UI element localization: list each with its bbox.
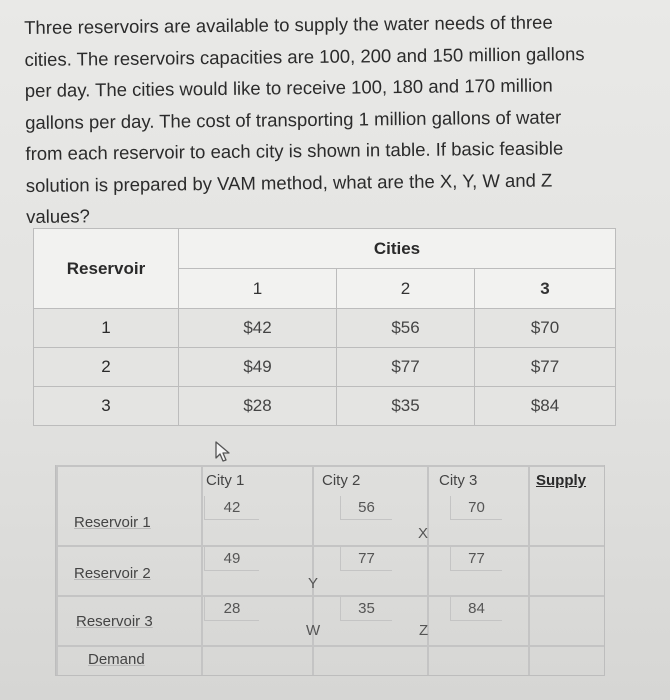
unknown-w: W: [306, 622, 321, 639]
question-line: cities. The reservoirs capacities are 100, 200 and 150 million gallons: [24, 42, 585, 70]
question-line: Three reservoirs are available to supply the water needs of three: [24, 11, 553, 38]
unknown-x: X: [418, 525, 429, 542]
row-label-demand: Demand: [88, 651, 145, 668]
vam-table: [55, 465, 605, 676]
col-header-city-2: City 2: [322, 472, 361, 489]
question-line: from each reservoir to each city is shown in table. If basic feasible: [25, 137, 564, 164]
question-line: gallons per day. The cost of transporting 1 million gallons of water: [25, 105, 562, 133]
mouse-pointer-icon: [214, 441, 232, 463]
question-line: per day. The cities would like to receive 100, 180 and 170 million: [24, 74, 553, 101]
table-row: [34, 387, 616, 426]
col-header-city-1: City 1: [206, 472, 245, 489]
cost-cell: $49: [179, 348, 337, 387]
question-line: values?: [26, 205, 91, 227]
cost-cell: $77: [337, 348, 475, 387]
unit-cost-box: 77: [340, 547, 392, 571]
cost-cell: $35: [337, 387, 475, 426]
unit-cost-box: 70: [450, 496, 502, 520]
city-col-header: 3: [475, 269, 616, 309]
unknown-y: Y: [308, 575, 319, 592]
question-text: [24, 6, 626, 233]
cost-cell: $77: [475, 348, 616, 387]
cities-header: Cities: [179, 229, 616, 269]
unit-cost-box: 49: [204, 547, 259, 571]
cost-cell: $70: [475, 309, 616, 348]
city-col-header: 2: [337, 269, 475, 309]
row-label-reservoir-1: Reservoir 1: [74, 514, 151, 531]
cost-table: [33, 228, 616, 426]
reservoir-header: Reservoir: [34, 229, 179, 309]
unit-cost-box: 28: [204, 597, 259, 621]
unit-cost-box: 42: [204, 496, 259, 520]
unit-cost-box: 84: [450, 597, 502, 621]
cost-cell: $42: [179, 309, 337, 348]
col-header-supply: Supply: [536, 472, 587, 489]
row-label-reservoir-2: Reservoir 2: [74, 565, 151, 582]
reservoir-number: 1: [34, 309, 179, 348]
col-header-city-3: City 3: [439, 472, 478, 489]
reservoir-number: 2: [34, 348, 179, 387]
city-col-header: 1: [179, 269, 337, 309]
table-row: [34, 348, 616, 387]
cost-cell: $28: [179, 387, 337, 426]
cost-cell: $56: [337, 309, 475, 348]
unit-cost-box: 35: [340, 597, 392, 621]
unit-cost-box: 56: [340, 496, 392, 520]
row-label-reservoir-3: Reservoir 3: [76, 613, 153, 630]
cost-cell: $84: [475, 387, 616, 426]
table-row: [34, 309, 616, 348]
unit-cost-box: 77: [450, 547, 502, 571]
unknown-z: Z: [419, 622, 429, 639]
question-line: solution is prepared by VAM method, what are the X, Y, W and Z: [25, 168, 553, 196]
reservoir-number: 3: [34, 387, 179, 426]
